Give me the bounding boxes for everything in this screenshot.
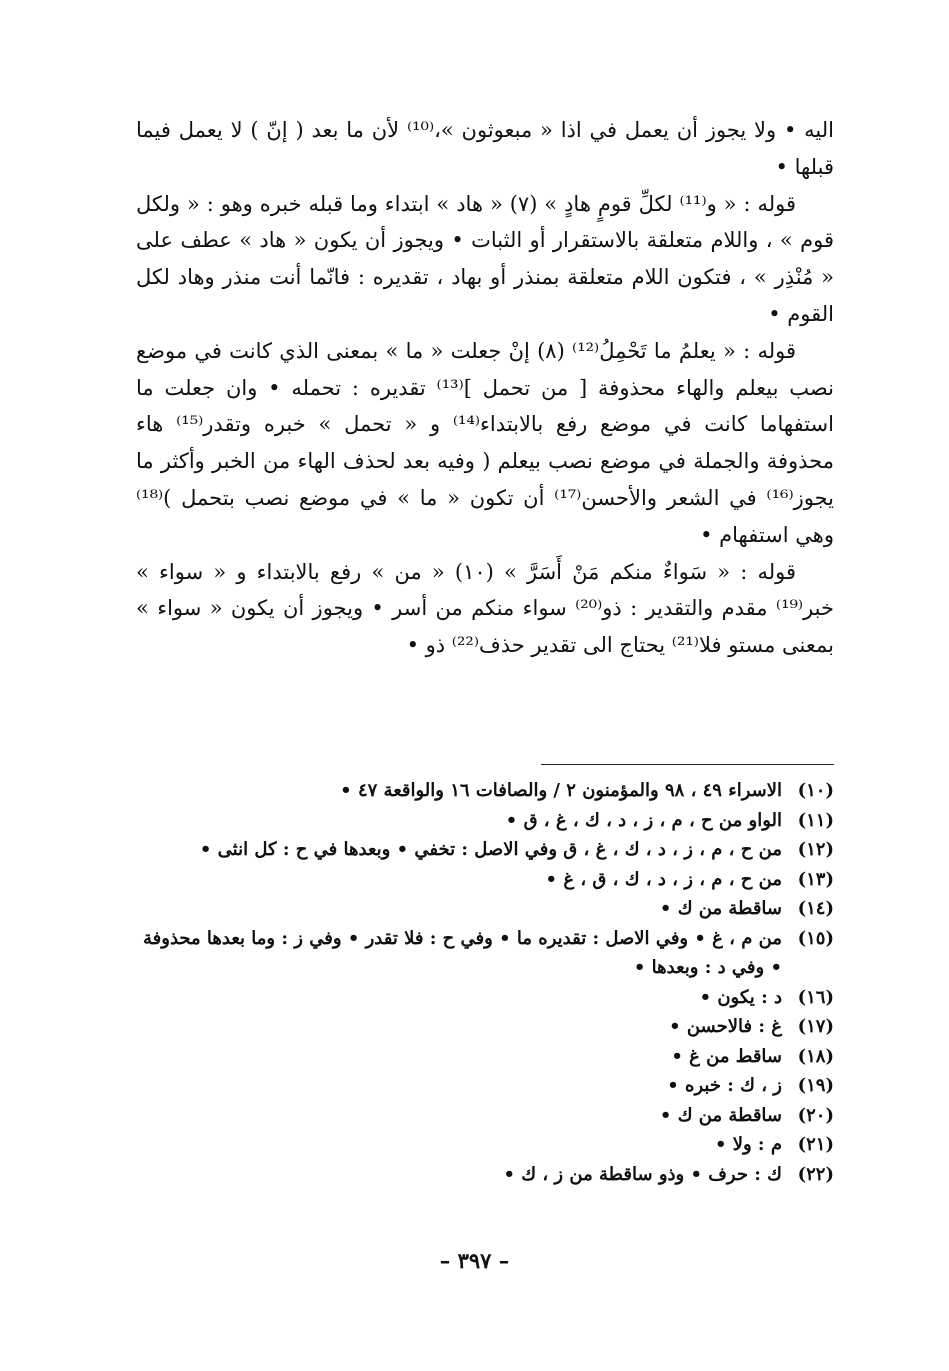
footnote-text: د : يكون •	[699, 986, 782, 1008]
footnote-text: من ح ، م ، ز ، د ، ك ، ق ، غ •	[545, 868, 782, 890]
footnote-number: (١٤)	[797, 898, 834, 919]
footnote-text: من ح ، م ، ز ، د ، ك ، غ ، ق وفي الاصل : تخفي • وبعدها في ح : كل انثى •	[199, 839, 782, 860]
footnote-text: ساقط من غ •	[671, 1045, 782, 1067]
footnote	[136, 1071, 834, 1101]
footnote	[136, 924, 834, 983]
footnote-text: من م ، غ • وفي الاصل : تقديره ما • وفي ح : فلا تقدر • وفي ز : وما بعدها محذوفة • وفي د : وبعدها •	[143, 927, 782, 978]
footnote	[136, 1130, 834, 1160]
page-number: – ٣٩٧ –	[439, 1248, 510, 1273]
footnote-number: (١٠)	[797, 780, 834, 801]
footnote-number: (١٥)	[797, 927, 834, 949]
footnote-number: (١٦)	[797, 986, 834, 1008]
footnote-number: (١٢)	[797, 839, 834, 860]
paragraph-tahmil: قوله : « يعلمُ ما تَحْمِلُ⁽¹²⁾ (٨) إنْ جعلت « ما » بمعنى الذي كانت في موضع نصب بيعلم والهاء محذوفة [ من تحمل ]⁽¹³⁾ تقديره : تحمله • وان جعلت ما استفهاما كانت في موضع رفع بالابتداء⁽¹⁴⁾ و « تحمل » خبره وتقدر⁽¹⁵⁾ هاء محذوفة والجملة في موضع نصب بيعلم ( وفيه بعد لحذف الهاء من الخبر وأكثر ما يجوز⁽¹⁶⁾ في الشعر والأحسن⁽¹⁷⁾ أن تكون « ما » في موضع نصب بتحمل )⁽¹⁸⁾ وهي استفهام •	[136, 338, 834, 547]
footnote-text: ك : حرف • وذو ساقطة من ز ، ك •	[503, 1163, 782, 1185]
footnote	[136, 1042, 834, 1072]
footnote-number: (١٧)	[797, 1016, 834, 1037]
main-text	[136, 112, 834, 664]
footnote-number: (٢١)	[797, 1134, 834, 1155]
footnote	[136, 865, 834, 895]
paragraph-sawa: قوله : « سَواءٌ منكم مَنْ أَسَرَّ » (١٠) « من » رفع بالابتداء و « سواء » خبر⁽¹⁹⁾ مقدم والتقدير : ذو⁽²⁰⁾ سواء منكم من أسر • ويجوز أن يكون « سواء » بمعنى مستو فلا⁽²¹⁾ يحتاج الى تقدير حذف⁽²²⁾ ذو •	[136, 559, 834, 658]
footnote-number: (١٣)	[797, 868, 834, 890]
footnotes	[136, 776, 834, 1189]
footnote-text: الواو من ح ، م ، ز ، د ، ك ، غ ، ق •	[505, 809, 782, 831]
footnote-divider	[541, 764, 834, 765]
paragraph-hadin: قوله : « و⁽¹¹⁾ لكلِّ قومٍ هادٍ » (٧) « هاد » ابتداء وما قبله خبره وهو : « ولكل قوم » ، واللام متعلقة بالاستقرار أو الثبات • ويجوز أن يكون « هاد » عطف على « مُنْذِر » ، فتكون اللام متعلقة بمنذر أو بهاد ، تقديره : فانّما أنت منذر وهاد لكل القوم •	[136, 191, 834, 326]
footnote-text: م : ولا •	[714, 1134, 782, 1155]
footnote-text: ساقطة من ك •	[659, 898, 782, 919]
footnote-number: (١٩)	[797, 1075, 834, 1096]
footnote	[136, 894, 834, 924]
footnote-number: (١٨)	[797, 1045, 834, 1067]
footnote-text: الاسراء ٤٩ ، ٩٨ والمؤمنون ٢ / والصافات ١٦ والواقعة ٤٧ •	[340, 780, 782, 801]
footnote-text: غ : فالاحسن •	[669, 1016, 782, 1037]
footnote	[136, 776, 834, 806]
footnote	[136, 1160, 834, 1190]
footnote	[136, 806, 834, 836]
footnote	[136, 1012, 834, 1042]
footnote-number: (٢٢)	[797, 1163, 834, 1185]
footnote-number: (٢٠)	[797, 1104, 834, 1126]
footnote-text: ساقطة من ك •	[659, 1104, 782, 1126]
footnote	[136, 1101, 834, 1131]
paragraph-continuation: اليه • ولا يجوز أن يعمل في اذا « مبعوثون »،⁽¹⁰⁾ لأن ما بعد ( إنّ ) لا يعمل فيما قبلها •	[136, 118, 834, 179]
footnote	[136, 835, 834, 865]
footnote	[136, 983, 834, 1013]
footnote-number: (١١)	[797, 809, 834, 831]
footnote-text: ز ، ك : خبره •	[667, 1075, 782, 1096]
